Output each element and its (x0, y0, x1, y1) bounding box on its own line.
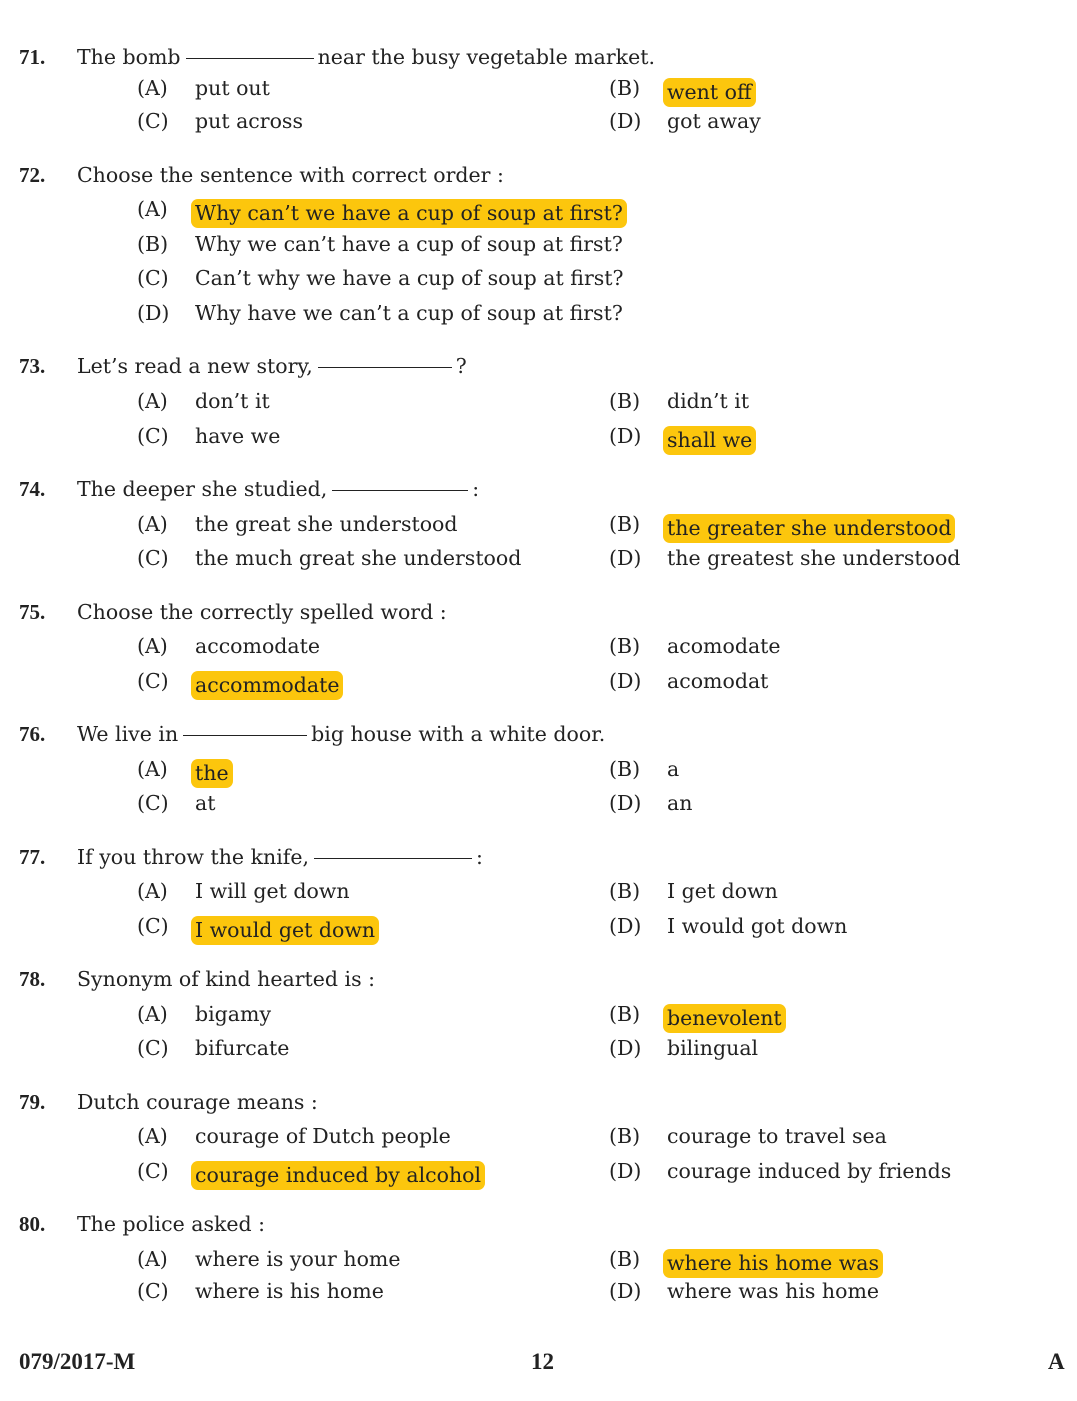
option-letter: (A) (137, 76, 168, 100)
question-71 (0, 47, 1077, 67)
question-number: 73. (19, 354, 46, 378)
option-letter: (C) (137, 424, 169, 448)
option-letter: (B) (609, 1124, 641, 1148)
option-text: where is your home (195, 1247, 401, 1271)
option-letter: (A) (137, 634, 168, 658)
stem-text-after-blank: big house with a white door. (311, 722, 606, 746)
option-letter: (D) (137, 301, 170, 325)
option-letter: (C) (137, 546, 169, 570)
question-stem (77, 724, 605, 744)
question-stem (77, 479, 479, 499)
option-letter: (C) (137, 669, 169, 693)
question-stem (77, 602, 447, 622)
option-letter: (D) (609, 546, 642, 570)
option-text: bilingual (667, 1036, 759, 1060)
option-letter: (A) (137, 757, 168, 781)
option-text: the much great she understood (195, 546, 522, 570)
question-number: 71. (19, 45, 46, 69)
question-75 (0, 602, 1077, 622)
stem-text: Let’s read a new story, (77, 354, 313, 378)
highlighted-answer-text: courage induced by alcohol (191, 1161, 485, 1190)
option-letter: (A) (137, 389, 168, 413)
option-text: put across (195, 109, 303, 133)
highlighted-answer-text: Why can’t we have a cup of soup at first? (191, 199, 627, 228)
highlighted-answer-text: I would get down (191, 916, 379, 945)
question-number: 76. (19, 722, 46, 746)
option-text: bigamy (195, 1002, 272, 1026)
question-number: 79. (19, 1090, 46, 1114)
option-text: courage to travel sea (667, 1124, 887, 1148)
answer-blank (314, 858, 472, 859)
option-letter: (C) (137, 1036, 169, 1060)
stem-text: If you throw the knife, (77, 845, 309, 869)
option-letter: (B) (137, 232, 169, 256)
stem-text-after-blank: ? (455, 354, 467, 378)
stem-text: The bomb (77, 45, 181, 69)
question-79 (0, 1092, 1077, 1112)
question-number: 75. (19, 600, 46, 624)
option-letter: (B) (609, 757, 641, 781)
option-text: I would got down (667, 914, 848, 938)
stem-text: Choose the sentence with correct order : (77, 163, 504, 187)
option-text: an (667, 791, 693, 815)
highlighted-answer-text: accommodate (191, 671, 343, 700)
option-letter: (A) (137, 1247, 168, 1271)
stem-text-after-blank: : (472, 477, 480, 501)
question-stem (77, 47, 655, 67)
question-73 (0, 356, 1077, 376)
question-number: 80. (19, 1212, 46, 1236)
question-number: 77. (19, 845, 46, 869)
option-letter: (A) (137, 879, 168, 903)
option-letter: (D) (609, 1159, 642, 1183)
answer-blank (183, 735, 307, 736)
option-letter: (B) (609, 1002, 641, 1026)
stem-text-after-blank: near the busy vegetable market. (317, 45, 655, 69)
option-letter: (B) (609, 634, 641, 658)
question-stem (77, 847, 483, 867)
question-72 (0, 165, 1077, 185)
option-text: I get down (667, 879, 778, 903)
option-text: got away (667, 109, 761, 133)
page-number: 12 (531, 1349, 554, 1374)
highlighted-answer-text: the greater she understood (663, 514, 955, 543)
option-letter: (A) (137, 197, 168, 221)
question-stem (77, 969, 375, 989)
series-letter: A (1048, 1349, 1065, 1374)
option-text: don’t it (195, 389, 270, 413)
option-letter: (B) (609, 879, 641, 903)
option-letter: (C) (137, 1279, 169, 1303)
option-letter: (C) (137, 914, 169, 938)
option-text: Why have we can’t a cup of soup at first? (195, 301, 623, 325)
option-text: Can’t why we have a cup of soup at first? (195, 266, 624, 290)
option-letter: (D) (609, 1279, 642, 1303)
question-stem (77, 1092, 318, 1112)
stem-text: The deeper she studied, (77, 477, 328, 501)
stem-text-after-blank: : (476, 845, 483, 869)
option-text: didn’t it (667, 389, 750, 413)
question-number: 72. (19, 163, 46, 187)
option-letter: (A) (137, 512, 168, 536)
option-text: put out (195, 76, 270, 100)
highlighted-answer-text: went off (663, 78, 756, 107)
highlighted-answer-text: where his home was (663, 1249, 883, 1278)
question-80 (0, 1214, 1077, 1234)
option-text: at (195, 791, 216, 815)
highlighted-answer-text: benevolent (663, 1004, 786, 1033)
option-letter: (B) (609, 76, 641, 100)
stem-text: Synonym of kind hearted is : (77, 967, 376, 991)
option-text: the great she understood (195, 512, 458, 536)
answer-blank (332, 490, 468, 491)
stem-text: The police asked : (77, 1212, 266, 1236)
highlighted-answer-text: the (191, 759, 233, 788)
question-stem (77, 1214, 265, 1234)
answer-blank (186, 58, 314, 59)
option-text: accomodate (195, 634, 321, 658)
option-text: a (667, 757, 680, 781)
option-text: acomodat (667, 669, 769, 693)
option-text: where was his home (667, 1279, 880, 1303)
question-74 (0, 479, 1077, 499)
option-letter: (D) (609, 914, 642, 938)
paper-code: 079/2017-M (19, 1349, 136, 1374)
question-stem (77, 356, 467, 376)
option-text: Why we can’t have a cup of soup at first? (195, 232, 623, 256)
option-letter: (D) (609, 669, 642, 693)
option-text: courage of Dutch people (195, 1124, 451, 1148)
option-letter: (A) (137, 1002, 168, 1026)
question-76 (0, 724, 1077, 744)
option-text: I will get down (195, 879, 350, 903)
question-77 (0, 847, 1077, 867)
option-letter: (A) (137, 1124, 168, 1148)
highlighted-answer-text: shall we (663, 426, 756, 455)
option-letter: (B) (609, 389, 641, 413)
option-letter: (C) (137, 109, 169, 133)
option-letter: (D) (609, 109, 642, 133)
option-letter: (B) (609, 512, 641, 536)
option-letter: (D) (609, 424, 642, 448)
option-letter: (C) (137, 1159, 169, 1183)
option-text: where is his home (195, 1279, 384, 1303)
stem-text: Dutch courage means : (77, 1090, 318, 1114)
option-text: have we (195, 424, 281, 448)
option-letter: (B) (609, 1247, 641, 1271)
answer-blank (318, 367, 452, 368)
option-letter: (D) (609, 1036, 642, 1060)
question-78 (0, 969, 1077, 989)
question-stem (77, 165, 504, 185)
option-letter: (C) (137, 791, 169, 815)
option-text: bifurcate (195, 1036, 290, 1060)
option-text: the greatest she understood (667, 546, 961, 570)
question-number: 74. (19, 477, 46, 501)
option-letter: (D) (609, 791, 642, 815)
stem-text: We live in (77, 722, 179, 746)
question-number: 78. (19, 967, 46, 991)
option-text: courage induced by friends (667, 1159, 952, 1183)
stem-text: Choose the correctly spelled word : (77, 600, 447, 624)
option-letter: (C) (137, 266, 169, 290)
option-text: acomodate (667, 634, 781, 658)
